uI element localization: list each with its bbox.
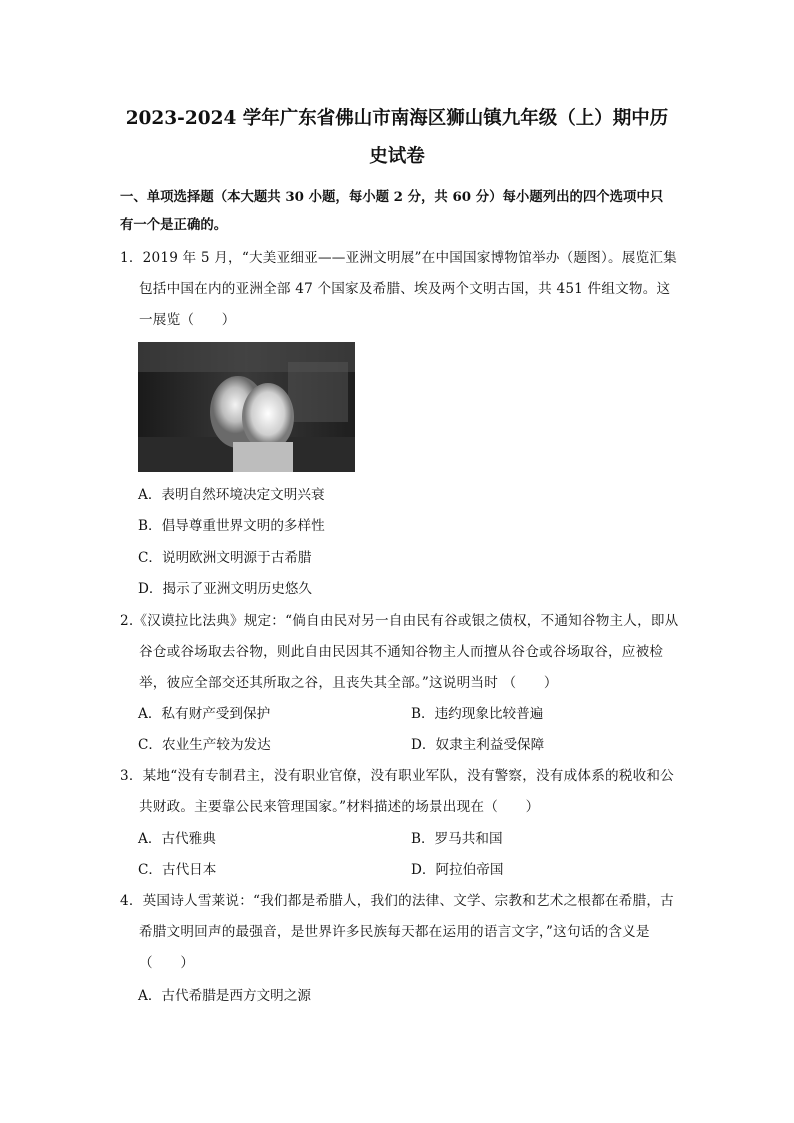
question-4 xyxy=(120,886,680,979)
question-3-option-a: A．古代雅典 xyxy=(138,831,216,847)
exhibition-photo xyxy=(138,342,355,472)
question-3-option-c: C．古代日本 xyxy=(138,862,217,878)
exam-title xyxy=(110,100,684,176)
exam-title-line2: 史试卷 xyxy=(369,146,425,167)
question-1 xyxy=(120,243,680,336)
question-2 xyxy=(120,606,680,699)
section-heading xyxy=(120,183,680,239)
question-2-option-a: A．私有财产受到保护 xyxy=(138,706,271,722)
question-2-option-c: C．农业生产较为发达 xyxy=(138,737,271,753)
question-2-option-d: D．奴隶主利益受保障 xyxy=(411,737,545,753)
question-3-stem: 3．某地“没有专制君主，没有职业官僚，没有职业军队，没有警察，没有成体系的税收和公共财政。主要靠公民来管理国家。”材料描述的场景出现在（ ） xyxy=(120,768,674,815)
question-1-option-d: D．揭示了亚洲文明历史悠久 xyxy=(138,581,313,597)
exam-title-line1: 2023-2024 学年广东省佛山市南海区狮山镇九年级（上）期中历 xyxy=(125,108,669,129)
question-3 xyxy=(120,761,680,823)
question-1-option-c: C．说明欧洲文明源于古希腊 xyxy=(138,550,312,566)
question-2-option-b: B．违约现象比较普遍 xyxy=(411,706,544,722)
section-heading-line2: 有一个是正确的。 xyxy=(120,217,228,233)
section-heading-line1: 一、单项选择题（本大题共 30 小题，每小题 2 分，共 60 分）每小题列出的四个选项中只 xyxy=(120,189,664,205)
question-4-option-a: A．古代希腊是西方文明之源 xyxy=(138,988,311,1004)
question-1-stem: 1．2019 年 5 月，“大美亚细亚——亚洲文明展”在中国国家博物馆举办（题图）。展览汇集包括中国在内的亚洲全部 47 个国家及希腊、埃及两个文明古国，共 451 件组文物。这一展览（ ） xyxy=(120,250,677,328)
question-3-option-d: D．阿拉伯帝国 xyxy=(411,862,504,878)
question-4-stem: 4．英国诗人雪莱说：“我们都是希腊人，我们的法律、文学、宗教和艺术之根都在希腊，古希腊文明回声的最强音，是世界许多民族每天都在运用的语言文字，”这句话的含义是（ ） xyxy=(120,893,674,971)
question-1-option-a: A．表明自然环境决定文明兴衰 xyxy=(138,487,325,503)
question-2-stem: 2.《汉谟拉比法典》规定：“倘自由民对另一自由民有谷或银之债权，不通知谷物主人，即从谷仓或谷场取去谷物，则此自由民因其不通知谷物主人而擅从谷仓或谷场取谷，应被检举，彼应全部交还其所取之谷，且丧失其全部。”这说明当时 （ ） xyxy=(120,613,679,691)
question-3-option-b: B．罗马共和国 xyxy=(411,831,503,847)
question-1-option-b: B．倡导尊重世界文明的多样性 xyxy=(138,518,325,534)
